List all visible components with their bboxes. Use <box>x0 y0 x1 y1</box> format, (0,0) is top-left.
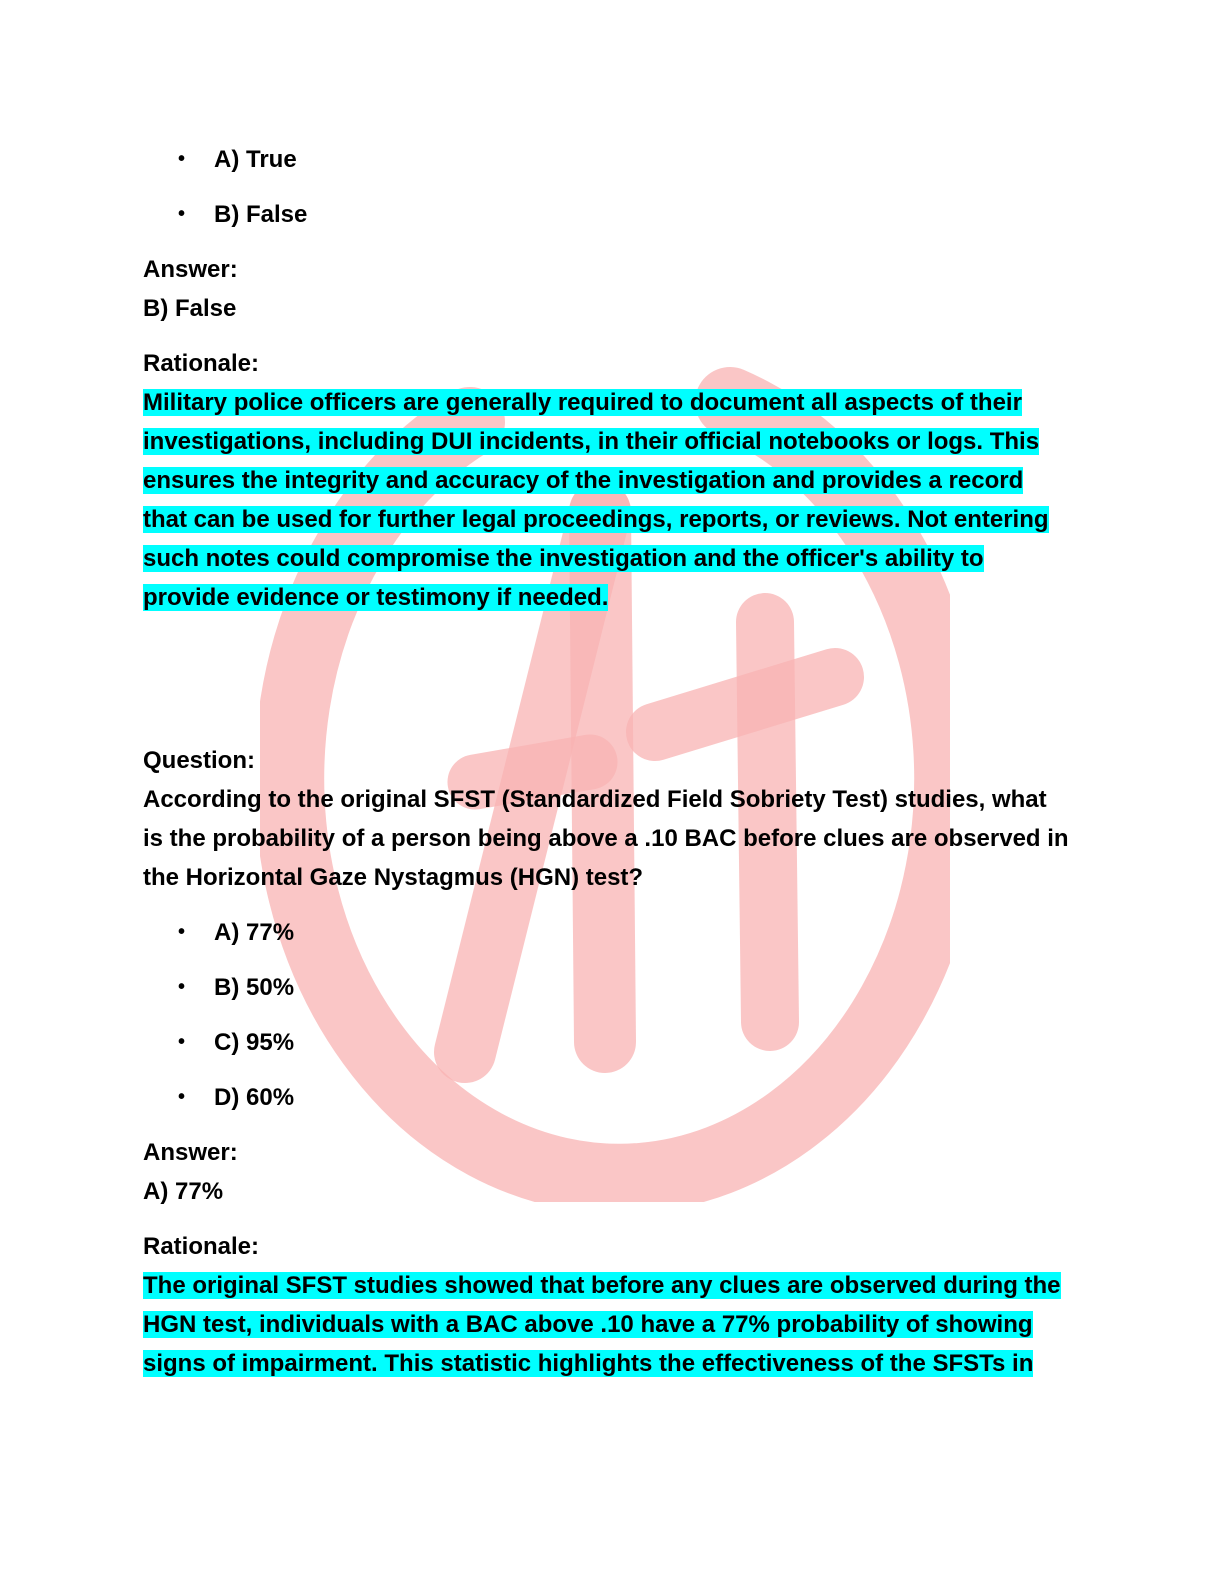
answer-label: Answer: <box>143 256 238 283</box>
question-label: Question: <box>143 747 255 774</box>
rationale-highlight: Military police officers are generally required to document all aspects of their investigations, including DUI incidents, in their official notebooks or logs. This ensures the integrity and accuracy of the investigation and provides a record that can be used for further legal proceedings, reports, or reviews. Not entering such notes could compromise the investigation and the officer's ability to provide evidence or testimony if needed. <box>143 389 1049 611</box>
rationale-paragraph <box>143 383 1073 617</box>
option-text: C) 95% <box>214 1029 295 1056</box>
option-item <box>143 968 1073 1007</box>
option-item <box>143 140 1073 179</box>
answer-value: B) False <box>143 295 237 322</box>
question-text: According to the original SFST (Standardized Field Sobriety Test) studies, what is the probability of a person being above a .10 BAC before clues are observed in the Horizontal Gaze Nystagmus (HGN) test? <box>143 786 1069 891</box>
option-text: A) True <box>214 146 297 173</box>
bullet: • <box>178 976 186 998</box>
bullet: • <box>178 921 186 943</box>
rationale-label: Rationale: <box>143 1233 260 1260</box>
rationale-highlight: The original SFST studies showed that before any clues are observed during the HGN test, individuals with a BAC above .10 have a 77% probability of showing signs of impairment. This statistic highlights the effectiveness of the SFSTs in <box>143 1272 1061 1377</box>
block2-options-list <box>143 913 1073 1117</box>
bullet: • <box>178 203 186 225</box>
option-item <box>143 1023 1073 1062</box>
option-item <box>143 195 1073 234</box>
answer-label: Answer: <box>143 1139 238 1166</box>
option-text: B) 50% <box>214 974 295 1001</box>
bullet: • <box>178 1031 186 1053</box>
option-text: B) False <box>214 201 308 228</box>
option-item <box>143 913 1073 952</box>
document-content <box>143 140 1073 1383</box>
option-item <box>143 1078 1073 1117</box>
option-text: D) 60% <box>214 1084 295 1111</box>
block1-options-list <box>143 140 1073 234</box>
option-text: A) 77% <box>214 919 295 946</box>
answer-value: A) 77% <box>143 1178 224 1205</box>
rationale-label: Rationale: <box>143 350 260 377</box>
rationale-paragraph <box>143 1266 1073 1383</box>
bullet: • <box>178 1086 186 1108</box>
bullet: • <box>178 148 186 170</box>
